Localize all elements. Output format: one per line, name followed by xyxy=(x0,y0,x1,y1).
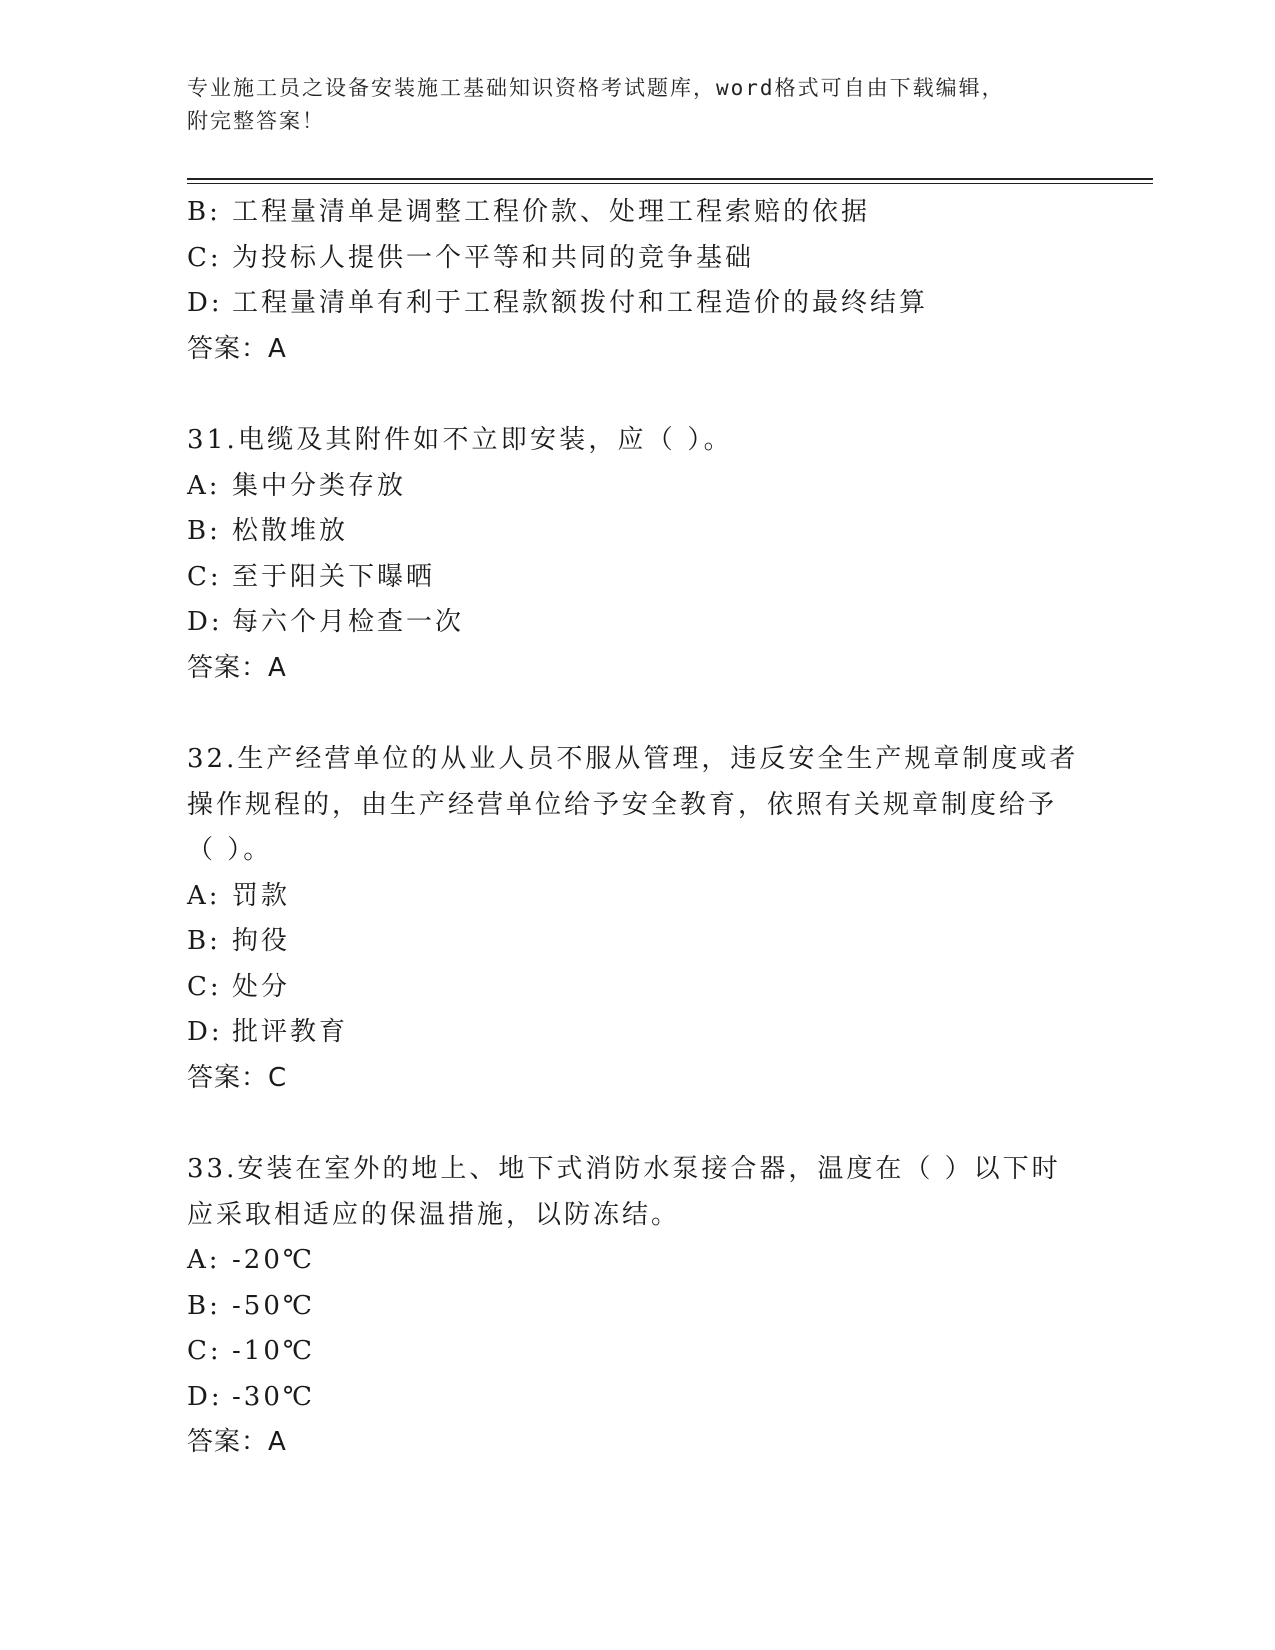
question-32 xyxy=(187,737,1087,1101)
option-letter: D: xyxy=(187,288,223,318)
option-b xyxy=(187,919,1087,965)
option-letter: D: xyxy=(187,607,223,637)
option-c xyxy=(187,965,1087,1011)
option-b xyxy=(187,509,1087,555)
option-d xyxy=(187,1010,1087,1056)
option-text: 处分 xyxy=(232,971,291,1002)
option-text: -30℃ xyxy=(232,1381,315,1412)
document-header xyxy=(187,72,1067,138)
header-line-1: 专业施工员之设备安装施工基础知识资格考试题库，word格式可自由下载编辑， xyxy=(187,76,1005,100)
answer-line: 答案：C xyxy=(187,1062,288,1093)
option-letter: A: xyxy=(187,880,221,911)
question-33 xyxy=(187,1147,1087,1466)
answer-line: 答案：A xyxy=(187,1427,287,1457)
option-letter: C: xyxy=(187,971,222,1002)
option-text: 松散堆放 xyxy=(232,516,349,546)
option-letter: C: xyxy=(187,561,222,592)
option-letter: A: xyxy=(187,470,221,501)
question-stem-line-2: 应采取相适应的保温措施，以防冻结。 xyxy=(187,1199,681,1230)
question-30-continued xyxy=(187,190,1087,372)
option-b xyxy=(187,1284,1087,1330)
answer-line: 答案：A xyxy=(187,333,287,364)
option-a xyxy=(187,1238,1087,1284)
option-c xyxy=(187,236,1087,282)
header-divider-thick xyxy=(187,178,1153,180)
question-stem-line-1: 33.安装在室外的地上、地下式消防水泵接合器，温度在（ ）以下时 xyxy=(187,1154,1061,1184)
option-text: 批评教育 xyxy=(232,1017,349,1047)
option-text: -20℃ xyxy=(232,1245,315,1275)
option-letter: B: xyxy=(187,516,221,546)
option-text: 每六个月检查一次 xyxy=(232,607,465,637)
option-a xyxy=(187,464,1087,510)
option-text: 拘役 xyxy=(232,926,291,956)
answer-line: 答案：A xyxy=(187,652,287,683)
question-stem-line-1: 32.生产经营单位的从业人员不服从管理，违反安全生产规章制度或者 xyxy=(187,744,1079,774)
question-stem-line-2: 操作规程的，由生产经营单位给予安全教育，依照有关规章制度给予 xyxy=(187,789,1058,820)
option-c xyxy=(187,555,1087,601)
option-letter: D: xyxy=(187,1017,223,1047)
option-letter: D: xyxy=(187,1381,223,1412)
spacer xyxy=(187,1101,1087,1147)
option-text: 工程量清单有利于工程款额拨付和工程造价的最终结算 xyxy=(232,288,929,318)
option-text: 罚款 xyxy=(232,880,291,911)
option-b xyxy=(187,190,1087,236)
option-text: 集中分类存放 xyxy=(232,470,407,501)
option-a xyxy=(187,874,1087,920)
option-letter: A: xyxy=(187,1245,221,1275)
option-letter: B: xyxy=(187,197,221,227)
spacer xyxy=(187,372,1087,418)
question-31 xyxy=(187,418,1087,691)
header-line-2: 附完整答案！ xyxy=(187,109,325,133)
header-divider-thin xyxy=(187,183,1153,184)
option-text: 工程量清单是调整工程价款、处理工程索赔的依据 xyxy=(232,197,871,227)
option-text: -50℃ xyxy=(232,1290,315,1321)
option-letter: C: xyxy=(187,1336,222,1366)
spacer xyxy=(187,691,1087,737)
option-letter: B: xyxy=(187,1290,221,1321)
question-stem: 31.电缆及其附件如不立即安装，应（ ）。 xyxy=(187,425,733,455)
option-text: 至于阳关下曝晒 xyxy=(232,561,436,592)
option-letter: C: xyxy=(187,242,222,273)
option-d xyxy=(187,1375,1087,1421)
option-d xyxy=(187,600,1087,646)
option-d xyxy=(187,281,1087,327)
question-stem-line-3: （ ）。 xyxy=(187,835,273,865)
option-c xyxy=(187,1329,1087,1375)
option-text: -10℃ xyxy=(232,1336,315,1366)
question-list xyxy=(187,190,1087,1466)
option-letter: B: xyxy=(187,926,221,956)
option-text: 为投标人提供一个平等和共同的竞争基础 xyxy=(232,242,755,273)
